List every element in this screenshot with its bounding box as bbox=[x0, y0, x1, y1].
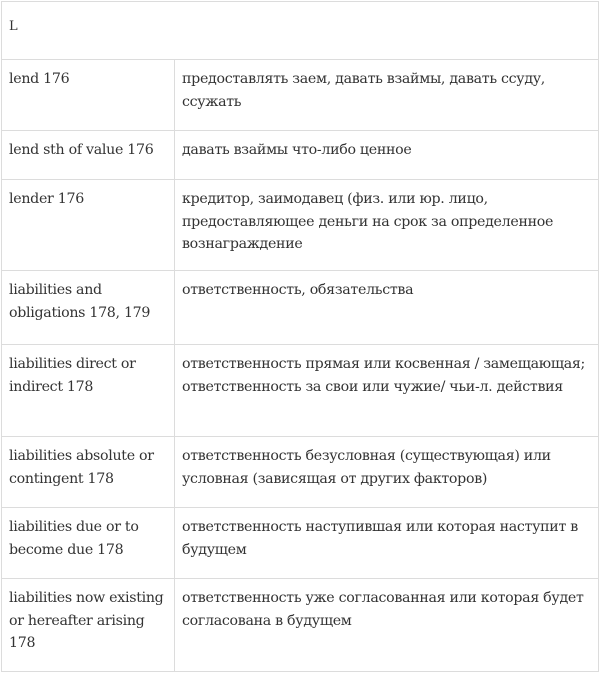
translation-cell: давать взаймы что-либо ценное bbox=[175, 131, 599, 180]
term-cell: lend sth of value 176 bbox=[2, 131, 175, 180]
translation-cell: ответственность уже согласованная или которая будет согласована в будущем bbox=[175, 579, 599, 672]
term-cell: lender 176 bbox=[2, 180, 175, 271]
table-row bbox=[2, 437, 599, 508]
translation-cell: ответственность наступившая или которая наступит в будущем bbox=[175, 508, 599, 579]
term-cell: liabilities absolute or contingent 178 bbox=[2, 437, 175, 508]
section-letter: L bbox=[2, 2, 599, 60]
term-cell: lend 176 bbox=[2, 60, 175, 131]
section-header-row bbox=[2, 2, 599, 60]
term-cell: liabilities and obligations 178, 179 bbox=[2, 271, 175, 345]
table-row bbox=[2, 579, 599, 672]
table-row bbox=[2, 508, 599, 579]
glossary-table bbox=[1, 1, 599, 672]
term-cell: liabilities due or to become due 178 bbox=[2, 508, 175, 579]
table-row bbox=[2, 180, 599, 271]
translation-cell: предоставлять заем, давать взаймы, давать ссуду, ссужать bbox=[175, 60, 599, 131]
translation-cell: кредитор, заимодавец (физ. или юр. лицо, предоставляющее деньги на срок за определенное вознаграждение bbox=[175, 180, 599, 271]
translation-cell: ответственность безусловная (существующая) или условная (зависящая от других факторов) bbox=[175, 437, 599, 508]
table-row bbox=[2, 60, 599, 131]
term-cell: liabilities now existing or hereafter arising 178 bbox=[2, 579, 175, 672]
table-row bbox=[2, 345, 599, 437]
translation-cell: ответственность прямая или косвенная / замещающая; ответственность за свои или чужие/ чьи-л. действия bbox=[175, 345, 599, 437]
term-cell: liabilities direct or indirect 178 bbox=[2, 345, 175, 437]
table-row bbox=[2, 131, 599, 180]
table-row bbox=[2, 271, 599, 345]
translation-cell: ответственность, обязательства bbox=[175, 271, 599, 345]
